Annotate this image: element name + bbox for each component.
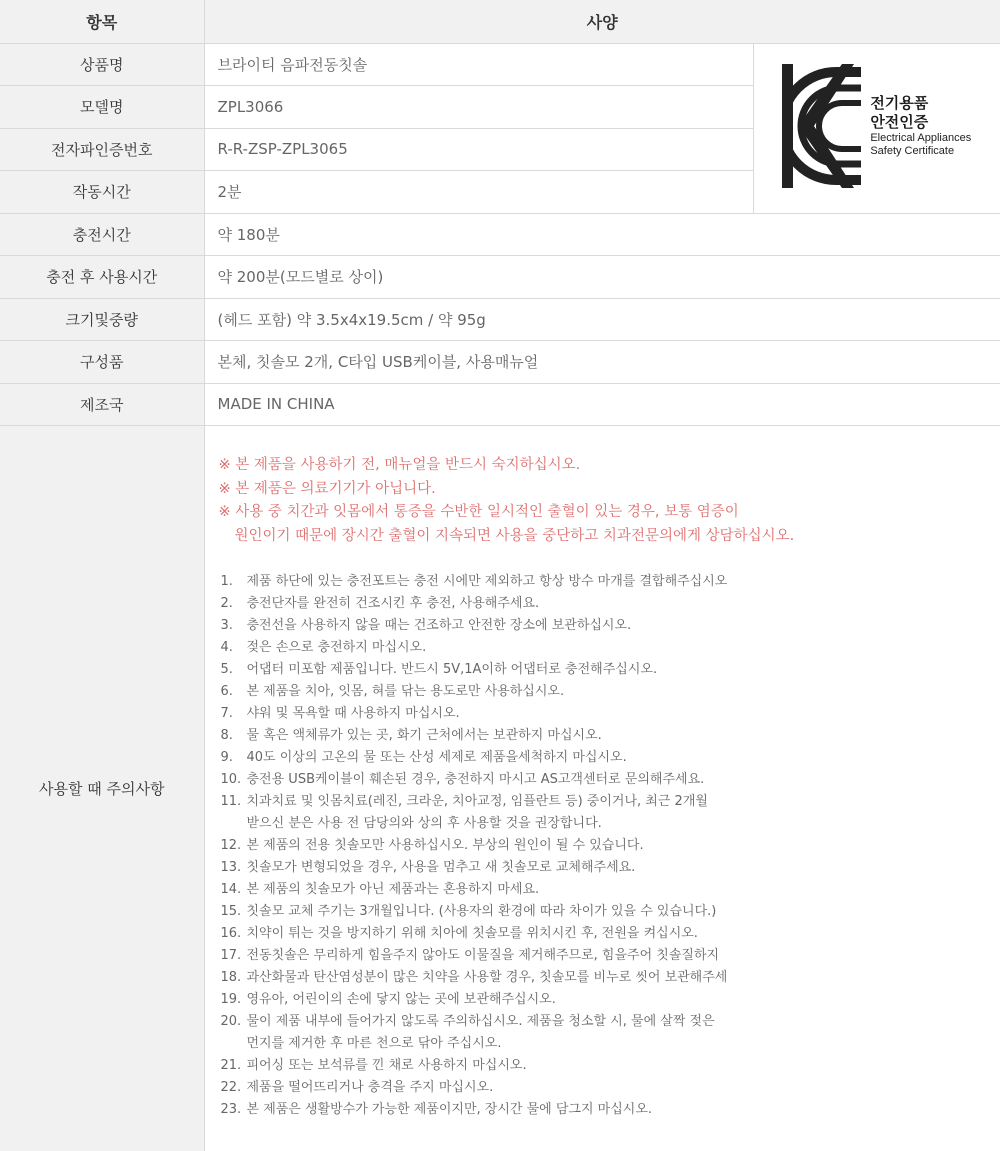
list-item	[219, 593, 1000, 615]
table-row	[0, 341, 1000, 384]
item-number: 23.	[220, 1102, 242, 1117]
list-item	[219, 725, 1000, 747]
item-text: 샤워 및 목욕할 때 사용하지 마십시오.	[246, 706, 460, 721]
list-item	[219, 945, 1000, 967]
item-text: 칫솔모 교체 주기는 3개월입니다. (사용자의 환경에 따라 차이가 있을 수 있습니다.)	[246, 904, 717, 919]
item-number: 22.	[220, 1080, 242, 1095]
row-label-caution: 사용할 때 주의사항	[0, 426, 204, 1151]
item-number: 21.	[220, 1058, 242, 1073]
item-text: 본 제품을 치아, 잇몸, 혀를 닦는 용도로만 사용하십시오.	[246, 684, 565, 699]
warning-line: ※ 본 제품을 사용하기 전, 매뉴얼을 반드시 숙지하십시오.	[218, 457, 581, 473]
header-item: 항목	[0, 0, 204, 43]
item-number: 16.	[220, 926, 242, 941]
list-item	[219, 879, 1000, 901]
item-number: 12.	[220, 838, 242, 853]
item-number: 19.	[220, 992, 242, 1007]
header-row	[0, 0, 1000, 43]
item-number: 7.	[220, 706, 233, 721]
item-text: 전동칫솔은 무리하게 힘을주지 않아도 이물질을 제거해주므로, 힘을주어 칫솔질하지	[246, 948, 720, 963]
item-number: 4.	[220, 640, 233, 655]
row-value-size-weight: (헤드 포함) 약 3.5x4x19.5cm / 약 95g	[204, 298, 1000, 341]
table-row	[0, 43, 1000, 86]
item-text	[247, 791, 1000, 835]
list-item	[219, 791, 1000, 835]
item-number: 10.	[220, 772, 242, 787]
row-label-emc-cert: 전자파인증번호	[0, 128, 204, 171]
kc-title-line1: 전기용품	[870, 94, 929, 112]
item-number: 2.	[220, 596, 233, 611]
item-text: 물 혹은 액체류가 있는 곳, 화기 근처에서는 보관하지 마십시오.	[246, 728, 602, 743]
warning-line: ※ 사용 중 치간과 잇몸에서 통증을 수반한 일시적인 출혈이 있는 경우, 보통 염증이	[218, 504, 739, 520]
item-text: 칫솔모가 변형되었을 경우, 사용을 멈추고 새 칫솔모로 교체해주세요.	[246, 860, 636, 875]
item-text-line2: 먼지를 제거한 후 마른 천으로 닦아 주십시오.	[246, 1036, 502, 1051]
item-number: 1.	[220, 574, 233, 589]
kc-mark	[782, 64, 971, 188]
list-item	[219, 923, 1000, 945]
item-text-line1: 치과치료 및 잇몸치료(레진, 크라운, 치아교정, 임플란트 등) 중이거나, 최근 2개월	[246, 794, 708, 809]
list-item	[219, 989, 1000, 1011]
kc-english-line2: Safety Certificate	[870, 145, 955, 157]
row-value-product-name: 브라이티 음파전동칫솔	[204, 43, 753, 86]
item-text: 치약이 튀는 것을 방지하기 위해 치아에 칫솔모를 위치시킨 후, 전원을 켜십시오.	[246, 926, 698, 941]
row-label-product-name: 상품명	[0, 43, 204, 86]
row-label-size-weight: 크기및중량	[0, 298, 204, 341]
row-value-components: 본체, 칫솔모 2개, C타입 USB케이블, 사용매뉴얼	[204, 341, 1000, 384]
item-text-line1: 물이 제품 내부에 들어가지 않도록 주의하십시오. 제품을 청소할 시, 물에 살짝 젖은	[246, 1014, 715, 1029]
row-label-usage-time: 충전 후 사용시간	[0, 256, 204, 299]
item-text: 40도 이상의 고온의 물 또는 산성 세제로 제품을세척하지 마십시오.	[246, 750, 627, 765]
list-item	[219, 769, 1000, 791]
list-item	[219, 1055, 1000, 1077]
item-text: 제품을 떨어뜨리거나 충격을 주지 마십시오.	[246, 1080, 494, 1095]
list-item	[219, 1077, 1000, 1099]
table-row	[0, 383, 1000, 426]
row-value-model: ZPL3066	[204, 86, 753, 129]
list-item	[219, 681, 1000, 703]
caution-content	[204, 426, 1000, 1151]
item-text: 과산화물과 탄산염성분이 많은 치약을 사용할 경우, 칫솔모를 비누로 씻어 보관해주세	[246, 970, 728, 985]
kc-certification-cell	[753, 43, 1000, 213]
item-text: 충전용 USB케이블이 훼손된 경우, 충전하지 마시고 AS고객센터로 문의해주세요.	[246, 772, 705, 787]
item-number: 5.	[220, 662, 233, 677]
list-item	[219, 857, 1000, 879]
row-value-charge-time: 약 180분	[204, 213, 1000, 256]
row-label-origin: 제조국	[0, 383, 204, 426]
row-label-model: 모델명	[0, 86, 204, 129]
list-item	[219, 901, 1000, 923]
warning-line: 원인이기 때문에 장시간 출혈이 지속되면 사용을 중단하고 치과전문의에게 상담하십시오.	[234, 527, 795, 544]
list-item	[219, 703, 1000, 725]
item-number: 14.	[220, 882, 242, 897]
list-item	[219, 967, 1000, 989]
row-value-origin: MADE IN CHINA	[204, 383, 1000, 426]
kc-title-line2: 안전인증	[870, 113, 929, 131]
list-item	[219, 835, 1000, 857]
table-row	[0, 426, 1000, 1151]
item-number: 8.	[220, 728, 233, 743]
list-item	[219, 659, 1000, 681]
row-label-run-time: 작동시간	[0, 171, 204, 214]
warning-line: ※ 본 제품은 의료기기가 아닙니다.	[218, 480, 436, 497]
item-text: 제품 하단에 있는 충전포트는 충전 시에만 제외하고 항상 방수 마개를 결합해주십시오	[246, 574, 728, 589]
kc-english-line1: Electrical Appliances	[870, 132, 972, 144]
table-row	[0, 213, 1000, 256]
list-item	[219, 571, 1000, 593]
header-spec: 사양	[204, 0, 1000, 43]
item-number: 3.	[220, 618, 233, 633]
item-number: 15.	[220, 904, 242, 919]
row-label-components: 구성품	[0, 341, 204, 384]
item-text: 어댑터 미포함 제품입니다. 반드시 5V,1A이하 어댑터로 충전해주십시오.	[246, 662, 658, 677]
kc-logo-icon	[782, 64, 862, 188]
item-text: 본 제품의 전용 칫솔모만 사용하십시오. 부상의 원인이 될 수 있습니다.	[246, 838, 644, 853]
row-value-emc-cert: R-R-ZSP-ZPL3065	[204, 128, 753, 171]
caution-list	[219, 571, 1000, 1121]
table-row	[0, 256, 1000, 299]
item-text: 젖은 손으로 충전하지 마십시오.	[246, 640, 427, 655]
item-number: 17.	[220, 948, 242, 963]
item-text-line2: 받으신 분은 사용 전 담당의와 상의 후 사용할 것을 권장합니다.	[246, 816, 602, 831]
list-item	[219, 615, 1000, 637]
row-value-usage-time: 약 200분(모드별로 상이)	[204, 256, 1000, 299]
item-number: 20.	[220, 1014, 242, 1029]
warning-block	[219, 454, 1000, 548]
item-text: 본 제품의 칫솔모가 아닌 제품과는 혼용하지 마세요.	[246, 882, 540, 897]
item-number: 6.	[220, 684, 233, 699]
item-number: 11.	[220, 794, 242, 809]
item-text: 충전단자를 완전히 건조시킨 후 충전, 사용해주세요.	[246, 596, 540, 611]
item-text: 충전선을 사용하지 않을 때는 건조하고 안전한 장소에 보관하십시오.	[246, 618, 632, 633]
row-label-charge-time: 충전시간	[0, 213, 204, 256]
item-number: 9.	[220, 750, 233, 765]
table-row	[0, 298, 1000, 341]
kc-text	[870, 94, 971, 158]
item-text: 피어싱 또는 보석류를 낀 채로 사용하지 마십시오.	[246, 1058, 527, 1073]
row-value-run-time: 2분	[204, 171, 753, 214]
item-number: 18.	[220, 970, 242, 985]
item-text: 본 제품은 생활방수가 가능한 제품이지만, 장시간 물에 담그지 마십시오.	[246, 1102, 653, 1117]
item-text	[247, 1011, 1000, 1055]
list-item	[219, 637, 1000, 659]
item-text: 영유아, 어린이의 손에 닿지 않는 곳에 보관해주십시오.	[246, 992, 556, 1007]
list-item	[219, 1099, 1000, 1121]
item-number: 13.	[220, 860, 242, 875]
list-item	[219, 747, 1000, 769]
list-item	[219, 1011, 1000, 1055]
